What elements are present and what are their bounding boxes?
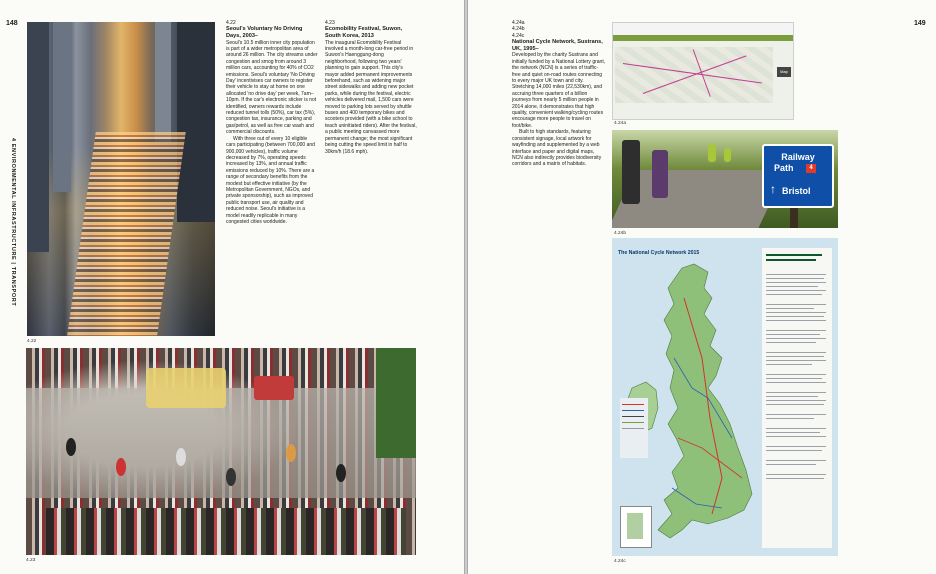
text-line (766, 374, 826, 375)
page-number-left: 148 (6, 20, 18, 27)
great-britain-shape (658, 264, 752, 538)
text-line (766, 330, 826, 331)
text-line (766, 334, 820, 335)
text-line (766, 320, 826, 321)
arrow-up-icon: ↑ (770, 182, 776, 196)
article-paragraph: The inaugural Ecomobility Festival involved a month-long car-free period in Suwon's Haenggung-dong neighborhood, following two years' planning to gain support. This city's mayor added permanent improvements beforehand, such as widening major street sidewalks and adding new pocket parks, while during the festival, electric vehicles delivered mail, 1,500 cars were moved to parking lots served by shuttle buses and 400 temporary bikes and scooters provided (with a bike school to teach uninitiated riders). After the festival, a public meeting canvassed more permanent change; the most significant being cutting the speed limit in half to 30km/h (18.6 mph). (325, 39, 417, 155)
map-inset (620, 506, 652, 548)
text-line (766, 254, 822, 256)
text-line (766, 316, 824, 317)
text-line (766, 474, 826, 475)
legend-row (622, 422, 644, 423)
page-number-right: 149 (914, 20, 926, 27)
article-4-22 (226, 20, 318, 225)
text-line (766, 312, 826, 313)
sign-line-1: Railway (781, 152, 815, 162)
pedal-car (254, 376, 294, 400)
caption-4-22: 4.22 (27, 339, 37, 344)
map-button: Map (777, 67, 791, 77)
left-page (0, 0, 464, 574)
text-line (766, 400, 826, 401)
map-nav (613, 35, 793, 41)
legend-row (622, 428, 644, 429)
fig-label: 4.24c (512, 32, 525, 39)
text-line (766, 436, 826, 437)
text-line (766, 308, 814, 309)
photo-suwon-festival (26, 348, 416, 555)
text-line (766, 360, 826, 361)
article-paragraph: With three out of every 10 eligible cars participating (between 700,000 and 900,000 vehicles), traffic volume decreased by 7%, operating speeds increased by 13%, and annual traffic emissions reduced by 10%. There are a range of secondary benefits from the modest but effective initiative (by the Metropolitan Government, NGOs, and private sponsorship), such as improved public transport use, air quality and reduced noise. Seoul's initiative is a model readily replicable in many congested cities worldwide. (226, 135, 315, 225)
traffic-road (66, 132, 186, 336)
text-line (766, 428, 826, 429)
article-heading: National Cycle Network, Sustrans, UK, 1995– (512, 39, 603, 52)
text-line (766, 414, 826, 415)
legend-row (622, 404, 644, 405)
person (336, 464, 346, 482)
fig-label: 4.22 (226, 20, 236, 26)
side-running-head: 4 ENVIRONMENTAL INFRASTRUCTURE | TRANSPORT (10, 138, 16, 307)
text-line (766, 338, 826, 339)
caption-4-24a: 4.24a (614, 121, 627, 126)
person (66, 438, 76, 456)
text-line (766, 432, 820, 433)
article-paragraph: Developed by the charity Sustrans and initially funded by a National Lottery grant, the network (NCN) is a series of traffic-free and quiet on-road routes connecting to every major UK town and city. Stretching 14,000 miles (22,530km), and accruing three quarters of a billion journeys from nearly 5 million people in 2014 alone, it demonstrates that high quality, convenient walking/cycling routes encourage more people to travel on foot/bike. (512, 52, 606, 129)
text-line (766, 342, 816, 343)
screenshot-route-map (612, 22, 794, 120)
building (27, 22, 49, 252)
text-line (766, 274, 826, 275)
cyclist (724, 148, 731, 162)
caption-4-24b: 4.24b (614, 231, 627, 236)
article-4-23 (325, 20, 417, 155)
article-heading: Seoul's Voluntary No Driving Days, 2003– (226, 26, 303, 39)
person (226, 468, 236, 486)
sign-line-3: Bristol (782, 186, 811, 196)
sign-line-2: Path (774, 163, 794, 173)
pedal-cart (146, 368, 226, 408)
tree (376, 348, 416, 458)
text-line (766, 478, 824, 479)
railway-path-sign (762, 144, 834, 208)
poster-national-cycle-network (612, 238, 838, 556)
article-heading: Ecomobility Festival, Suwon, South Korea, 2013 (325, 26, 403, 39)
text-line (766, 278, 824, 279)
text-line (766, 282, 826, 283)
fig-label: 4.24a (512, 20, 525, 26)
text-line (766, 290, 826, 291)
building (53, 22, 71, 192)
caption-4-24c: 4.24c (614, 559, 626, 564)
text-line (766, 352, 826, 353)
poster-text-panel (762, 248, 832, 548)
cyclist (622, 140, 640, 204)
text-line (766, 286, 818, 287)
text-line (766, 460, 826, 461)
text-line (766, 418, 814, 419)
fig-label: 4.23 (325, 20, 335, 26)
building (177, 22, 215, 222)
text-line (766, 396, 818, 397)
fig-label: 4.24b (512, 26, 525, 33)
text-line (766, 259, 816, 261)
crowd (46, 508, 406, 555)
text-line (766, 382, 826, 383)
legend-row (622, 416, 644, 417)
person (116, 458, 126, 476)
route-number: 4 (806, 164, 816, 173)
text-line (766, 464, 816, 465)
article-4-24 (512, 20, 606, 168)
caption-4-23: 4.23 (26, 558, 36, 563)
text-line (766, 304, 826, 305)
person (176, 448, 186, 466)
article-paragraph: Built to high standards, featuring consistent signage, local artwork for wayfinding and supplemented by a web interface and paper and digital maps, NCN also indirectly provides biodiversity corridors and a matrix of habitats. (512, 129, 602, 168)
text-line (766, 404, 824, 405)
photo-seoul-traffic (27, 22, 215, 336)
text-line (766, 364, 812, 365)
person (286, 444, 296, 462)
legend-row (622, 410, 644, 411)
photo-railway-path (612, 130, 838, 228)
text-line (766, 378, 822, 379)
poster-title: The National Cycle Network 2015 (618, 250, 700, 256)
article-paragraph: Seoul's 10.5 million inner city population is part of a wider metropolitan area of around 26 million. The city streams under congestion and smog from around 3 million cars, accounting for 40% of CO2 emissions. Seoul's voluntary 'No Driving Day' incentivises car owners to register their vehicle to stay at home on one allocated 'no drive day' per week, 7am–10pm. If the car's electronic sticker is not identified, owners rewards include reduced tunnel tolls (50%), car tax (5%), congestion tax, insurance, parking and gas/petrol, as well as free car wash and commercial discounts. (226, 39, 318, 136)
text-line (766, 392, 826, 393)
inset-map (627, 513, 643, 539)
text-line (766, 446, 826, 447)
cyclist (708, 144, 716, 162)
text-line (766, 294, 822, 295)
map-legend (620, 398, 648, 458)
text-line (766, 356, 824, 357)
cyclist (652, 150, 668, 198)
building (155, 22, 171, 142)
text-line (766, 450, 822, 451)
